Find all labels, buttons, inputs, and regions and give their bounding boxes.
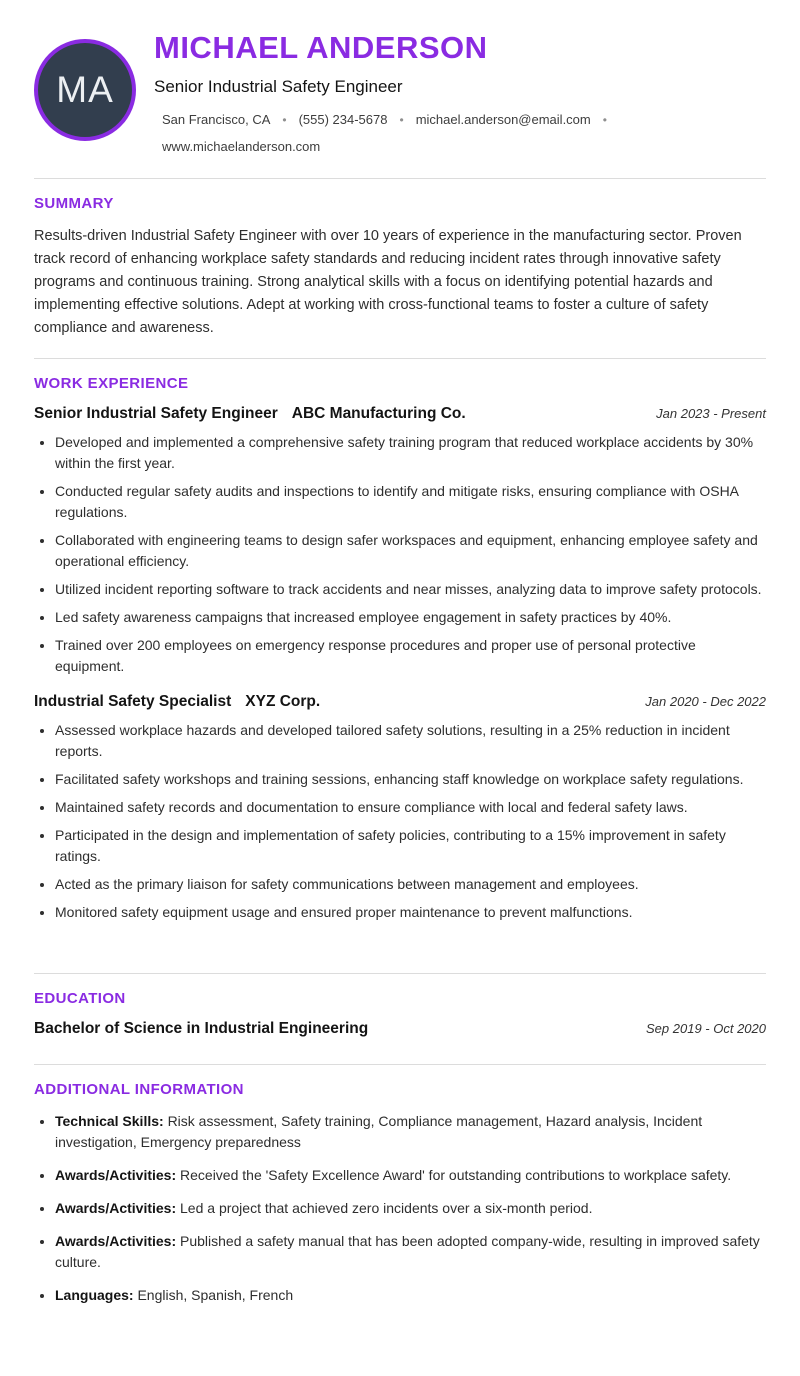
job-bullet: • Utilized incident reporting software to track accidents and near misses, analyzing data to improve safety protocols. xyxy=(55,579,766,600)
contact-row xyxy=(154,112,766,154)
additional-information-heading: ADDITIONAL INFORMATION xyxy=(34,1080,244,1098)
job-bullet: • Trained over 200 employees on emergency response procedures and proper use of personal protective equipment. xyxy=(55,635,766,677)
section-summary xyxy=(34,178,766,358)
avatar xyxy=(34,39,136,141)
contact-phone: (555) 234-5678 xyxy=(298,112,388,127)
info-item-text: Led a project that achieved zero incidents over a six-month period. xyxy=(180,1199,593,1216)
education-degree: Bachelor of Science in Industrial Engineering xyxy=(34,1019,369,1037)
job-bullet: • Facilitated safety workshops and training sessions, enhancing staff knowledge on workplace safety regulations. xyxy=(55,769,766,790)
section-additional-information xyxy=(34,1064,766,1336)
info-item-label: Awards/Activities: xyxy=(55,1232,177,1249)
dot-separator-icon xyxy=(399,112,403,127)
job-company: XYZ Corp. xyxy=(245,692,321,710)
job-bullet: • Collaborated with engineering teams to design safer workspaces and equipment, enhancing employee safety and operational efficiency. xyxy=(55,530,766,572)
info-item-label: Awards/Activities: xyxy=(55,1199,177,1216)
work-experience-heading: WORK EXPERIENCE xyxy=(34,374,189,392)
section-work-experience xyxy=(34,358,766,973)
info-item xyxy=(55,1285,766,1306)
info-item-label: Awards/Activities: xyxy=(55,1166,177,1183)
job-bullet: • Acted as the primary liaison for safety communications between management and employees. xyxy=(55,874,766,895)
job-role: Industrial Safety Specialist xyxy=(34,692,232,710)
job-company: ABC Manufacturing Co. xyxy=(291,404,466,422)
info-item-text: Risk assessment, Safety training, Compliance management, Hazard analysis, Incident investigation, Emergency preparedness xyxy=(55,1112,703,1150)
person-job-title: Senior Industrial Safety Engineer xyxy=(154,77,403,96)
job-bullet: • Led safety awareness campaigns that increased employee engagement in safety practices by 40%. xyxy=(55,607,766,628)
education-dates: Sep 2019 - Oct 2020 xyxy=(646,1020,766,1036)
job-bullet-list xyxy=(34,432,766,677)
header-text xyxy=(154,26,766,154)
contact-email: michael.anderson@email.com xyxy=(415,112,591,127)
job-entry xyxy=(34,693,766,923)
job-bullet: • Monitored safety equipment usage and ensured proper maintenance to prevent malfunctions. xyxy=(55,902,766,923)
job-role: Senior Industrial Safety Engineer xyxy=(34,404,278,422)
job-bullet-list xyxy=(34,720,766,923)
additional-info-list xyxy=(34,1111,766,1306)
summary-heading: SUMMARY xyxy=(34,195,114,212)
resume-header xyxy=(34,26,766,178)
info-item-text: English, Spanish, French xyxy=(137,1286,294,1303)
job-dates: Jan 2020 - Dec 2022 xyxy=(645,693,766,709)
info-item xyxy=(55,1165,766,1186)
dot-separator-icon xyxy=(603,112,607,127)
person-name: MICHAEL ANDERSON xyxy=(154,30,488,65)
avatar-initials: MA xyxy=(56,69,114,110)
info-item-label: Technical Skills: xyxy=(55,1112,164,1129)
summary-text: Results-driven Industrial Safety Engineer with over 10 years of experience in the manufacturing sector. Proven track record of enhancing workplace safety standards and reducing incident rates through innovative safety programs and continuous training. Strong analytical skills with a focus on identifying potential hazards and implementing effective solutions. Adept at working with cross-functional teams to foster a culture of safety compliance and awareness. xyxy=(34,228,742,336)
dot-separator-icon xyxy=(282,112,286,127)
info-item-text: Published a safety manual that has been adopted company-wide, resulting in improved safety culture. xyxy=(55,1232,760,1270)
section-education xyxy=(34,973,766,1064)
job-title-line xyxy=(34,405,466,423)
education-entry xyxy=(34,1020,766,1038)
job-header xyxy=(34,405,766,423)
contact-location: San Francisco, CA xyxy=(162,112,271,127)
contact-website: www.michaelanderson.com xyxy=(162,139,321,154)
job-bullet: • Maintained safety records and documentation to ensure compliance with local and federal safety laws. xyxy=(55,797,766,818)
job-entry xyxy=(34,405,766,677)
job-bullet: • Assessed workplace hazards and developed tailored safety solutions, resulting in a 25% reduction in incident reports. xyxy=(55,720,766,762)
job-dates: Jan 2023 - Present xyxy=(656,405,766,421)
info-item-text: Received the 'Safety Excellence Award' for outstanding contributions to workplace safety. xyxy=(180,1166,732,1183)
info-item xyxy=(55,1198,766,1219)
job-header xyxy=(34,693,766,711)
info-item xyxy=(55,1111,766,1153)
job-bullet: • Developed and implemented a comprehensive safety training program that reduced workplace accidents by 30% within the first year. xyxy=(55,432,766,474)
info-item-label: Languages: xyxy=(55,1286,134,1303)
job-title-line xyxy=(34,693,320,711)
job-bullet: • Conducted regular safety audits and inspections to identify and mitigate risks, ensuring compliance with OSHA regulations. xyxy=(55,481,766,523)
job-bullet: • Participated in the design and implementation of safety policies, contributing to a 15% improvement in safety ratings. xyxy=(55,825,766,867)
info-item xyxy=(55,1231,766,1273)
education-heading: EDUCATION xyxy=(34,989,126,1007)
